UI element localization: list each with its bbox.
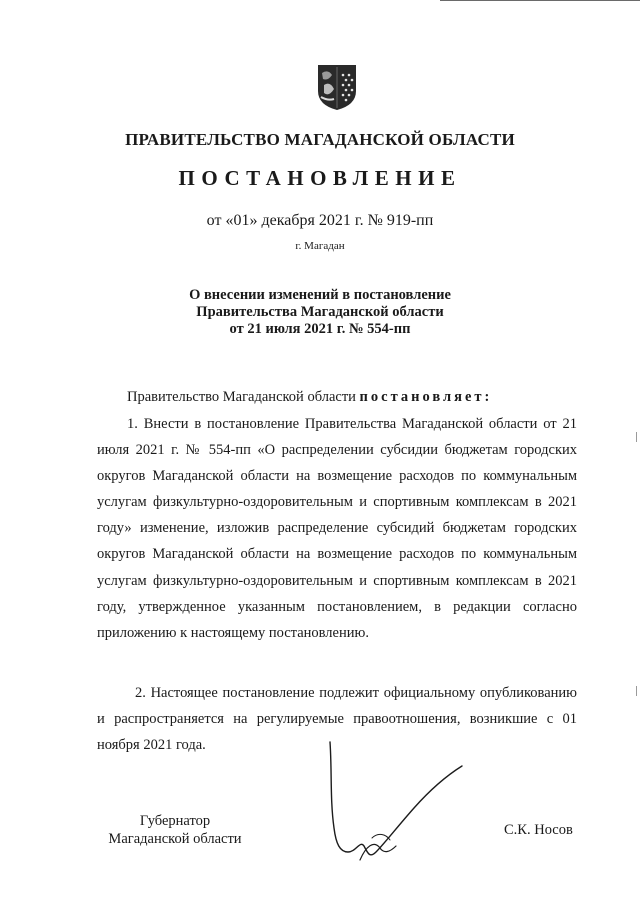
- resolution-item-2: 2. Настоящее постановление подлежит официальному опубликованию и распространяется на регулируемые правоотношения, возникшие с 01 ноября 2021 года.: [97, 685, 577, 753]
- preamble-verb: постановляет:: [359, 389, 493, 405]
- signer-title-line-2: Магаданской области: [108, 831, 242, 847]
- scan-edge-mark: [636, 432, 637, 442]
- scan-edge-line: [440, 0, 640, 1]
- government-name: ПРАВИТЕЛЬСТВО МАГАДАНСКОЙ ОБЛАСТИ: [125, 130, 515, 149]
- subject-line-3: от 21 июля 2021 г. № 554-пп: [229, 321, 411, 337]
- document-type: ПОСТАНОВЛЕНИЕ: [178, 166, 462, 190]
- document-date-number: от «01» декабря 2021 г. № 919-пп: [206, 212, 434, 229]
- subject-line-1: О внесении изменений в постановление: [189, 287, 451, 303]
- handwritten-signature-icon: [320, 740, 470, 870]
- signer-name: С.К. Носов: [504, 822, 573, 838]
- document-subject: [0, 287, 640, 338]
- signer-title-line-1: Губернатор: [139, 813, 211, 829]
- document-city: г. Магадан: [295, 240, 345, 252]
- preamble: [127, 389, 577, 406]
- signer-title: [100, 812, 250, 848]
- subject-line-2: Правительства Магаданской области: [196, 304, 444, 320]
- scan-edge-mark: [636, 686, 637, 696]
- resolution-item-1: 1. Внести в постановление Правительства Магаданской области от 21 июля 2021 г. № 554-пп «О распределении субсидии бюджетам городских округов Магаданской области на возмещение расходов по коммунальным услугам физкультурно-оздоровительным и спортивным комплексам в 2021 году» изменение, изложив распределение субсидий бюджетам городских округов Магаданской области на возмещение расходов по коммунальным услугам физкультурно-оздоровительным и спортивным комплексам в 2021 году, утвержденное указанным постановлением, в редакции согласно приложению к настоящему постановлению.: [97, 416, 577, 641]
- magadan-coat-of-arms-icon: [316, 63, 358, 111]
- preamble-lead: Правительство Магаданской области: [127, 389, 360, 405]
